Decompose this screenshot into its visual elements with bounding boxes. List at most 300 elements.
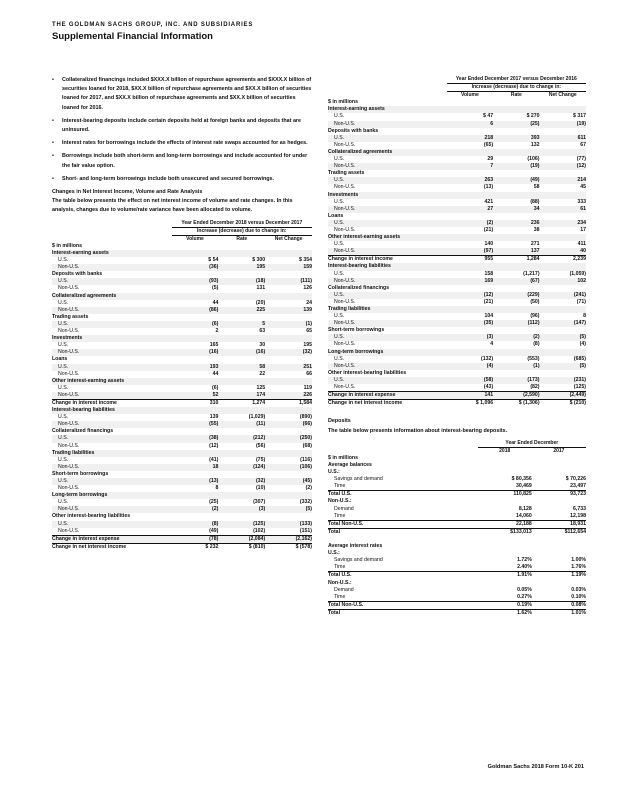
col-rate: Rate bbox=[236, 235, 248, 242]
col-net-change: Net Change bbox=[548, 92, 577, 99]
net-change-cell: 40 bbox=[540, 248, 586, 256]
net-change-cell: (133) bbox=[265, 521, 312, 528]
volume-rate-table-2018 bbox=[52, 220, 312, 551]
rate-cell: (1) bbox=[493, 363, 539, 370]
rate-cell: (20) bbox=[255, 299, 266, 306]
table-row bbox=[328, 163, 586, 170]
rate-cell: (124) bbox=[218, 464, 265, 471]
row-label: Long-term borrowings bbox=[52, 492, 172, 499]
table-row bbox=[52, 457, 312, 464]
net-change-cell: 333 bbox=[577, 198, 586, 205]
right-column bbox=[328, 76, 586, 617]
rate-cell: 271 bbox=[530, 241, 540, 248]
volume-cell bbox=[447, 263, 493, 270]
table-row bbox=[52, 543, 312, 551]
sub-heading: Increase (decrease) due to change in: bbox=[172, 227, 312, 235]
rate-cell bbox=[218, 513, 265, 520]
volume-cell: (21) bbox=[483, 226, 494, 233]
net-change-cell: 214 bbox=[540, 177, 586, 184]
rate-cell bbox=[493, 370, 539, 377]
row-label: U.S. bbox=[334, 313, 345, 320]
net-change-cell bbox=[540, 285, 586, 292]
net-change-cell: $ (578) bbox=[265, 543, 312, 551]
table-row bbox=[328, 256, 586, 264]
volume-cell: $ 54 bbox=[208, 257, 219, 264]
rate-cell: (11) bbox=[218, 421, 265, 428]
rate-cell: 236 bbox=[493, 220, 539, 227]
net-change-cell: (66) bbox=[265, 421, 312, 428]
net-change-cell: (1,059) bbox=[569, 270, 586, 277]
net-change-cell: $ 317 bbox=[573, 113, 586, 120]
row-label: Non-U.S.: bbox=[328, 498, 352, 505]
row-label: Loans bbox=[52, 356, 68, 363]
table-row bbox=[52, 314, 312, 321]
net-change-cell: (45) bbox=[265, 478, 312, 485]
row-label: Demand bbox=[334, 586, 354, 593]
row-label: Non-U.S. bbox=[328, 121, 447, 128]
volume-cell: (2) bbox=[172, 506, 219, 513]
table-row bbox=[328, 320, 586, 327]
value-2017: 0.08% bbox=[532, 601, 586, 609]
table-row bbox=[328, 313, 586, 320]
value-2017 bbox=[532, 498, 586, 505]
net-change-cell: 67 bbox=[580, 141, 586, 148]
table-row bbox=[328, 476, 586, 483]
rate-cell: (553) bbox=[527, 355, 540, 362]
net-change-cell: (2) bbox=[305, 485, 312, 492]
value-2017: 0.10% bbox=[571, 593, 586, 600]
volume-cell: 44 bbox=[212, 370, 219, 377]
row-label: U.S. bbox=[58, 342, 69, 349]
rate-cell: 5 bbox=[218, 321, 265, 328]
rate-cell: (25) bbox=[493, 121, 539, 128]
table-row bbox=[328, 177, 586, 184]
period-heading: Year Ended December bbox=[478, 440, 586, 448]
row-label: Non-U.S. bbox=[52, 464, 172, 471]
row-label: Trading assets bbox=[328, 170, 365, 177]
volume-cell: (8) bbox=[172, 521, 219, 528]
rate-cell bbox=[218, 356, 265, 363]
volume-cell: $ 232 bbox=[172, 543, 219, 551]
net-change-cell: (2,162) bbox=[265, 535, 312, 543]
rate-cell: 195 bbox=[218, 264, 265, 271]
volume-cell: (41) bbox=[209, 456, 219, 463]
table-row bbox=[328, 99, 586, 106]
table-row bbox=[52, 278, 312, 285]
table-row bbox=[328, 491, 586, 499]
table-row bbox=[52, 371, 312, 378]
row-label: U.S. bbox=[52, 364, 172, 371]
table-row bbox=[52, 414, 312, 421]
table-row bbox=[328, 341, 586, 348]
net-change-cell: 119 bbox=[303, 384, 312, 391]
volume-cell: (5) bbox=[212, 285, 219, 292]
row-label: Loans bbox=[328, 212, 344, 219]
row-label: Long-term borrowings bbox=[328, 349, 447, 356]
rate-cell: (3) bbox=[218, 506, 265, 513]
table-row bbox=[328, 271, 586, 278]
value-2018: 1.91% bbox=[478, 572, 532, 580]
value-2018: $ 80,356 bbox=[511, 476, 532, 483]
value-2017: 1.00% bbox=[571, 557, 586, 564]
value-2018: 0.05% bbox=[517, 586, 532, 593]
net-change-cell: 195 bbox=[303, 342, 312, 349]
net-change-cell bbox=[265, 407, 312, 414]
net-change-cell bbox=[265, 271, 312, 278]
rate-cell: (2) bbox=[493, 334, 539, 341]
row-label: Non-U.S. bbox=[334, 141, 356, 148]
volume-cell: (38) bbox=[172, 435, 219, 442]
row-label: U.S. bbox=[58, 257, 69, 264]
row-label: Non-U.S. bbox=[52, 421, 172, 428]
rate-cell bbox=[218, 243, 265, 250]
net-change-cell: 234 bbox=[540, 220, 586, 227]
table-row bbox=[328, 594, 586, 602]
volume-cell bbox=[172, 378, 219, 385]
value-2018 bbox=[478, 543, 532, 550]
volume-cell: (132) bbox=[480, 355, 494, 362]
table-row bbox=[328, 543, 586, 550]
row-label: Interest-earning assets bbox=[52, 250, 172, 257]
net-change-cell: 251 bbox=[265, 364, 312, 371]
row-label: U.S. bbox=[58, 384, 69, 391]
row-label: Change in interest expense bbox=[328, 392, 447, 400]
table-row bbox=[52, 513, 312, 520]
volume-cell: 52 bbox=[172, 392, 219, 400]
net-change-cell: (2,449) bbox=[540, 392, 586, 400]
value-2018: 110,825 bbox=[478, 491, 532, 499]
table-row bbox=[52, 478, 312, 485]
table-row bbox=[52, 407, 312, 414]
row-label: Other interest-earning assets bbox=[328, 234, 447, 241]
net-change-cell: $ 354 bbox=[299, 257, 312, 264]
table-row bbox=[328, 400, 586, 408]
table-row bbox=[328, 248, 586, 256]
volume-cell bbox=[172, 293, 219, 300]
net-change-cell: (241) bbox=[540, 292, 586, 299]
table-row bbox=[52, 250, 312, 257]
rate-cell: (1,029) bbox=[248, 414, 266, 421]
volume-cell: (25) bbox=[209, 499, 219, 506]
value-2018: 1.62% bbox=[478, 609, 532, 617]
net-change-cell: (5) bbox=[265, 506, 312, 513]
deposits-table bbox=[328, 440, 586, 617]
rate-cell bbox=[218, 335, 265, 342]
table-row bbox=[52, 321, 312, 328]
table-row bbox=[52, 342, 312, 349]
rate-cell: $ (810) bbox=[218, 543, 265, 551]
row-label: U.S. bbox=[334, 355, 345, 362]
volume-cell: 18 bbox=[172, 464, 219, 471]
rate-cell: (229) bbox=[493, 292, 539, 299]
row-label: Non-U.S. bbox=[334, 341, 356, 348]
volume-cell bbox=[447, 192, 493, 199]
deposits-text: The table below presents information about interest-bearing deposits. bbox=[328, 427, 508, 434]
rate-cell: (307) bbox=[253, 499, 266, 506]
volume-cell: (3) bbox=[447, 334, 493, 341]
row-label: U.S. bbox=[58, 299, 69, 306]
net-change-cell bbox=[265, 513, 312, 520]
table-row bbox=[52, 428, 312, 435]
rate-cell: (32) bbox=[218, 478, 265, 485]
table-row bbox=[328, 587, 586, 594]
rate-cell bbox=[218, 314, 265, 321]
table-row bbox=[328, 121, 586, 128]
volume-cell: 955 bbox=[447, 256, 493, 264]
row-label: Non-U.S.: bbox=[328, 579, 352, 586]
net-change-cell: (4) bbox=[579, 341, 586, 348]
net-change-cell: 159 bbox=[265, 264, 312, 271]
row-label: Non-U.S. bbox=[52, 392, 172, 400]
row-label: Change in net interest income bbox=[52, 543, 172, 551]
volume-cell: (13) bbox=[483, 184, 494, 191]
net-change-cell bbox=[265, 428, 312, 435]
col-rate: Rate bbox=[510, 92, 522, 99]
row-label: U.S. bbox=[334, 156, 345, 163]
rate-cell: (75) bbox=[255, 456, 266, 463]
volume-cell: (58) bbox=[447, 377, 493, 384]
row-label: Demand bbox=[334, 505, 354, 512]
volume-cell bbox=[447, 327, 493, 334]
volume-cell: 44 bbox=[212, 299, 219, 306]
net-change-cell: 102 bbox=[540, 278, 586, 285]
table-row bbox=[52, 499, 312, 506]
value-2017 bbox=[532, 580, 586, 587]
value-2018: 8,128 bbox=[518, 505, 532, 512]
table-row bbox=[52, 392, 312, 400]
net-change-cell bbox=[540, 99, 586, 106]
value-2018: 14,060 bbox=[515, 512, 532, 519]
volume-cell: (12) bbox=[447, 292, 493, 299]
volume-cell bbox=[172, 335, 219, 342]
table-row bbox=[328, 306, 586, 313]
net-change-cell: (77) bbox=[576, 156, 586, 163]
net-change-cell bbox=[265, 378, 312, 385]
rate-cell: (67) bbox=[493, 278, 539, 285]
value-2018 bbox=[478, 455, 532, 462]
volume-cell: 6 bbox=[447, 121, 493, 128]
rate-cell: 22 bbox=[259, 370, 266, 377]
net-change-cell: (147) bbox=[540, 320, 586, 327]
rate-cell: $ 300 bbox=[252, 257, 266, 264]
rate-cell bbox=[218, 293, 265, 300]
volume-cell bbox=[447, 213, 493, 220]
row-label: Deposits with banks bbox=[52, 271, 103, 278]
bullet-item: • Borrowings include both short-term and long-term borrowings and include accounted for under the fair value option. bbox=[52, 152, 312, 170]
row-label: $ in millions bbox=[52, 242, 82, 249]
table-row bbox=[52, 356, 312, 363]
value-2017: 12,198 bbox=[570, 512, 586, 519]
rate-cell: (106) bbox=[527, 156, 540, 163]
volume-cell: (4) bbox=[447, 363, 493, 370]
row-label: Non-U.S. bbox=[52, 307, 172, 314]
volume-cell: 104 bbox=[484, 313, 494, 320]
rate-cell bbox=[493, 285, 539, 292]
volume-cell: (16) bbox=[172, 349, 219, 356]
rate-cell: (1,217) bbox=[523, 270, 540, 277]
section-heading: Changes in Net Interest Income, Volume and Rate Analysis bbox=[52, 189, 203, 196]
net-change-cell bbox=[265, 335, 312, 342]
table-row bbox=[52, 364, 312, 371]
net-change-cell: (19) bbox=[540, 121, 586, 128]
rate-cell: (125) bbox=[218, 521, 265, 528]
rate-cell: (173) bbox=[493, 377, 539, 384]
row-label: Other interest-earning assets bbox=[52, 378, 172, 385]
table-row bbox=[328, 149, 586, 156]
volume-cell: (86) bbox=[172, 307, 219, 314]
row-label: Time bbox=[334, 593, 346, 600]
volume-cell bbox=[447, 370, 493, 377]
volume-cell: (93) bbox=[172, 278, 219, 285]
rate-cell bbox=[493, 170, 539, 177]
row-label: U.S. bbox=[58, 414, 69, 421]
period-heading: Year Ended December 2018 versus December 2017 bbox=[172, 220, 312, 228]
rate-cell: (88) bbox=[530, 198, 540, 205]
table-row bbox=[52, 506, 312, 513]
row-label: Non-U.S. bbox=[52, 349, 172, 356]
value-2017 bbox=[532, 462, 586, 469]
rate-cell bbox=[493, 128, 539, 135]
sub-heading: Increase (decrease) due to change in: bbox=[447, 84, 586, 92]
net-change-cell bbox=[265, 471, 312, 478]
table-row bbox=[328, 601, 586, 609]
net-change-cell bbox=[540, 263, 586, 270]
rate-cell: (112) bbox=[493, 320, 539, 327]
net-change-cell: (332) bbox=[299, 499, 312, 506]
value-2017 bbox=[532, 455, 586, 462]
rate-cell: 58 bbox=[533, 184, 540, 191]
bullet-item: • Collateralized financings included $XXX.X billion of repurchase agreements and $XXX.X billion of securities loaned for 2018, $XX.X billion of repurchase agreements and $XX.X billion of securities loaned for 2017, and $XX.X billion of repurchase agreements and $XX.X billion of securities loaned for 2016. bbox=[52, 76, 312, 113]
table-row bbox=[52, 385, 312, 392]
volume-cell: 169 bbox=[447, 278, 493, 285]
net-change-cell bbox=[265, 293, 312, 300]
value-2018 bbox=[478, 536, 532, 543]
rate-cell: 125 bbox=[256, 384, 266, 391]
rate-cell: (82) bbox=[530, 384, 540, 391]
row-label: U.S. bbox=[52, 321, 172, 328]
rate-cell bbox=[218, 471, 265, 478]
row-label: Average balances bbox=[328, 462, 372, 468]
value-2018: 1.72% bbox=[517, 557, 532, 564]
value-2018 bbox=[478, 550, 532, 557]
row-label: Change in net interest income bbox=[328, 400, 447, 408]
rate-cell bbox=[493, 306, 539, 313]
net-change-cell: (106) bbox=[265, 464, 312, 471]
volume-cell: $ 47 bbox=[483, 113, 494, 120]
rate-cell: 58 bbox=[218, 364, 265, 371]
row-label: Time bbox=[334, 483, 346, 490]
table-row bbox=[52, 399, 312, 407]
volume-cell bbox=[172, 492, 219, 499]
table-row bbox=[52, 450, 312, 457]
rate-cell: (2,084) bbox=[218, 535, 265, 543]
rate-cell: 34 bbox=[493, 206, 539, 213]
rate-cell bbox=[218, 378, 265, 385]
table-row bbox=[328, 469, 586, 476]
volume-cell bbox=[172, 513, 219, 520]
row-label: U.S. bbox=[334, 198, 345, 205]
rate-cell: 393 bbox=[493, 135, 539, 142]
row-label: Non-U.S. bbox=[52, 506, 172, 513]
volume-cell bbox=[172, 407, 219, 414]
volume-cell: 140 bbox=[484, 241, 494, 248]
table-row bbox=[52, 257, 312, 264]
value-2017: 6,733 bbox=[573, 505, 586, 512]
volume-rate-table-2017 bbox=[328, 76, 586, 407]
rate-cell: (19) bbox=[493, 163, 539, 170]
row-label: Collateralized financings bbox=[328, 284, 390, 291]
volume-cell: (36) bbox=[172, 264, 219, 271]
rate-cell bbox=[493, 99, 539, 106]
table-row bbox=[52, 293, 312, 300]
row-label: U.S. bbox=[334, 241, 345, 248]
rate-cell: $ (1,306) bbox=[493, 400, 539, 408]
row-label: Total Non-U.S. bbox=[328, 601, 478, 609]
net-change-cell: (151) bbox=[299, 527, 312, 534]
row-label: U.S. bbox=[58, 499, 69, 506]
net-change-cell: 2,239 bbox=[540, 256, 586, 264]
row-label: Non-U.S. bbox=[58, 285, 80, 292]
volume-cell: (21) bbox=[483, 298, 494, 305]
table-row bbox=[52, 471, 312, 478]
table-row bbox=[52, 285, 312, 292]
volume-cell: 27 bbox=[447, 206, 493, 213]
table-row bbox=[52, 485, 312, 492]
rate-cell bbox=[218, 492, 265, 499]
row-label: Trading assets bbox=[52, 313, 89, 320]
net-change-cell: (68) bbox=[302, 442, 312, 449]
volume-cell bbox=[172, 428, 219, 435]
net-change-cell bbox=[540, 306, 586, 313]
net-change-cell: 66 bbox=[306, 370, 312, 377]
row-label: Interest-bearing liabilities bbox=[328, 263, 447, 270]
rate-cell: (96) bbox=[530, 313, 540, 320]
row-label: Short-term borrowings bbox=[52, 470, 109, 477]
rate-cell: (56) bbox=[255, 442, 266, 449]
table-row bbox=[328, 609, 586, 617]
row-label: U.S. bbox=[52, 521, 172, 528]
row-label: Non-U.S. bbox=[328, 248, 447, 256]
rate-cell: 225 bbox=[218, 307, 265, 314]
table-row bbox=[328, 142, 586, 149]
row-label: U.S. bbox=[328, 377, 447, 384]
net-change-cell bbox=[265, 243, 312, 250]
table-row bbox=[328, 356, 586, 363]
table-row bbox=[328, 285, 586, 292]
net-change-cell bbox=[540, 370, 586, 377]
rate-cell: (10) bbox=[255, 485, 266, 492]
value-2017: 1.01% bbox=[532, 609, 586, 617]
col-volume: Volume bbox=[461, 92, 479, 99]
row-label: U.S. bbox=[328, 334, 447, 341]
table-row bbox=[52, 528, 312, 536]
rate-cell: 38 bbox=[533, 226, 540, 233]
table-row bbox=[328, 349, 586, 356]
value-2017: 1.76% bbox=[571, 564, 586, 571]
net-change-cell: (250) bbox=[265, 435, 312, 442]
table-row bbox=[328, 536, 586, 543]
row-label: Total U.S. bbox=[328, 491, 478, 499]
row-label: U.S. bbox=[52, 435, 172, 442]
bullet-item: • Interest-bearing deposits include certain deposits held at foreign banks and deposits that are uninsured. bbox=[52, 117, 312, 135]
value-2017: 1.19% bbox=[532, 572, 586, 580]
volume-cell bbox=[447, 170, 493, 177]
rate-cell: (50) bbox=[530, 298, 540, 305]
net-change-cell: (5) bbox=[540, 334, 586, 341]
volume-cell: 7 bbox=[447, 163, 493, 170]
row-label: Total bbox=[328, 528, 478, 536]
row-label: Non-U.S. bbox=[328, 278, 447, 285]
